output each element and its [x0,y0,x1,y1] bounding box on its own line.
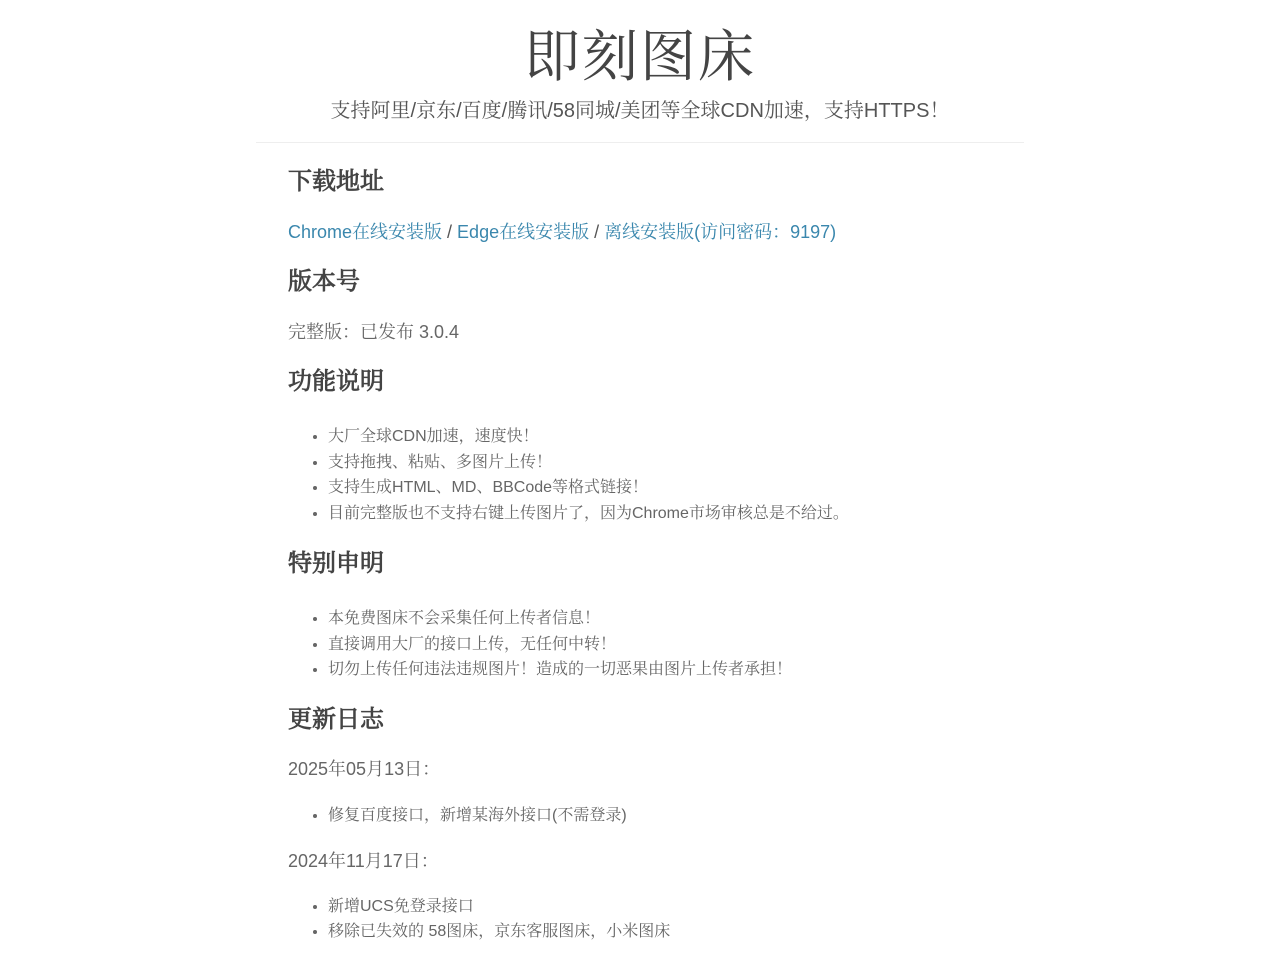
changelog-section [288,683,992,945]
changelog-list [288,803,992,829]
site-title: 即刻图床 [524,25,756,88]
edge-online-link[interactable]: Edge在线安装版 [457,222,590,242]
features-heading: 功能说明 [288,368,384,395]
list-item: • 本免费图床不会采集任何上传者信息！ [328,606,992,632]
link-separator: / [442,222,458,242]
notice-section [288,527,992,683]
changelog-heading: 更新日志 [288,705,384,733]
changelog-date: 2024年11月17日： [288,850,439,871]
offline-install-link[interactable]: 离线安装版(访问密码：9197) [604,222,837,242]
changelog-list [288,894,992,945]
changelog-date: 2025年05月13日： [288,758,441,779]
features-section [288,344,992,527]
list-item: • 支持拖拽、粘贴、多图片上传！ [328,450,992,476]
list-item: • 大厂全球CDN加速，速度快！ [328,424,992,450]
main-content [256,143,1024,945]
version-section [288,244,992,344]
chrome-online-link[interactable]: Chrome在线安装版 [288,222,443,242]
features-list [288,424,992,527]
list-item: • 修复百度接口，新增某海外接口(不需登录) [328,803,992,829]
list-item: • 切勿上传任何违法违规图片！造成的一切恶果由图片上传者承担！ [328,657,992,683]
notice-list [288,606,992,683]
site-subtitle: 支持阿里/京东/百度/腾讯/58同城/美团等全球CDN加速，支持HTTPS！ [330,100,950,122]
download-section [288,143,992,244]
link-separator: / [589,222,605,242]
version-heading: 版本号 [288,268,360,295]
version-text: 完整版：已发布 3.0.4 [288,322,460,342]
download-heading: 下载地址 [288,168,384,195]
list-item: • 直接调用大厂的接口上传，无任何中转！ [328,632,992,658]
page-container [256,0,1024,945]
list-item: • 支持生成HTML、MD、BBCode等格式链接！ [328,475,992,501]
download-links [288,220,992,244]
list-item: • 移除已失效的 58图床，京东客服图床，小米图床 [328,919,992,945]
site-header [256,0,1024,143]
notice-heading: 特别申明 [288,549,384,577]
list-item: • 新增UCS免登录接口 [328,894,992,920]
list-item: • 目前完整版也不支持右键上传图片了，因为Chrome市场审核总是不给过。 [328,501,992,527]
